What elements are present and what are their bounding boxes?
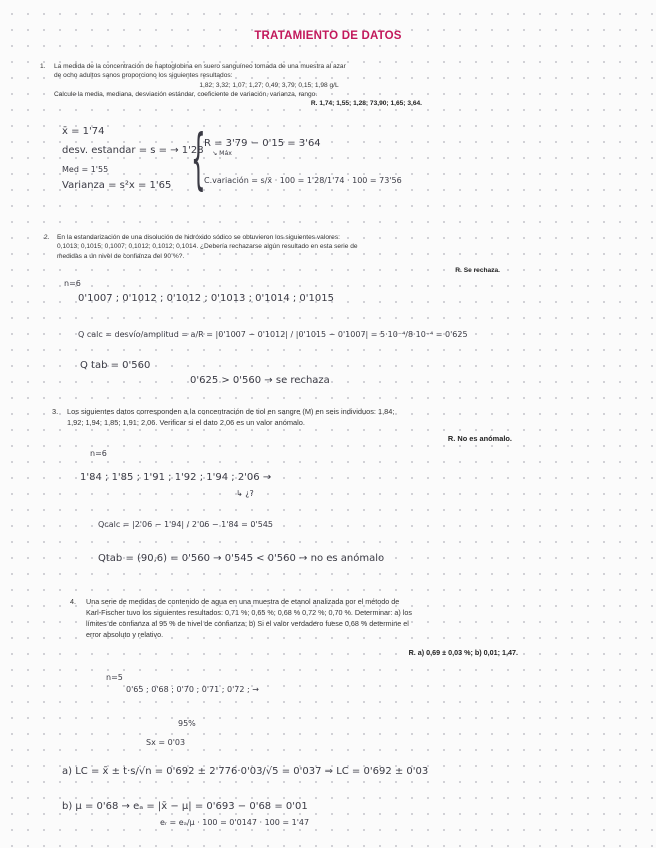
problem-4-line-2: Karl-Fischer tuvo los siguientes resultados: 0,71 %; 0,65 %; 0,68 % 0,72 %; 0,70 %. Determinar: a) los [86, 608, 412, 617]
p1-median: Med = 1'55 [62, 165, 109, 174]
problem-3-line-2: 1,92; 1,94; 1,85; 1,91; 2,06. Verificar si el dato 2,06 es un valor anómalo. [67, 418, 305, 427]
p2-qtab: Q tab = 0'560 [80, 360, 151, 371]
problem-4-line-4: error absoluto y relativo. [86, 630, 164, 639]
p4-part-b1: b) μ = 0'68 → eₐ = |x̄ − μ| = 0'693 − 0'68 = 0'01 [62, 801, 308, 812]
page-title: TRATAMIENTO DE DATOS [254, 30, 402, 42]
problem-3-line-1: Los siguientes datos corresponden a la concentración de tiol en sangre (M) en seis individuos: 1,84; [67, 407, 395, 416]
p3-qtab: Qtab = (90,6) = 0'560 → 0'545 < 0'560 → no es anómalo [98, 553, 385, 564]
problem-1-line-2: de ocho adultos sanos proporciono los siguientes resultados: [54, 72, 233, 79]
problem-1-data: 1,82; 3,32; 1,07; 1,27; 0,49; 3,79; 0,15; 1,98 g/L [199, 82, 339, 89]
p4-sx: Sx = 0'03 [146, 738, 186, 747]
problem-1-line-4: Calcule la media, mediana, desviación estándar, coeficiente de variación, varianza, rango. [54, 91, 318, 98]
p1-mean: x̄ = 1'74 [62, 126, 105, 137]
p1-range: R = 3'79 − 0'15 = 3'64 [204, 138, 321, 149]
p3-qcalc: Qcalc = |2'06 − 1'94| / 2'06 − 1'84 = 0'545 [98, 520, 273, 529]
p2-n: n=6 [64, 279, 81, 288]
problem-2-line-3: medidas a un nivel de confianza del 90 %?. [57, 253, 185, 260]
problem-1-number: 1. [40, 63, 46, 70]
p4-n: n=5 [106, 673, 123, 682]
problem-4-answer: R. a) 0,69 ± 0,03 %; b) 0,01; 1,47. [408, 648, 518, 657]
problem-3-answer: R. No es anómalo. [447, 434, 512, 443]
p4-part-b2: eᵣ = eₐ/μ · 100 = 0'0147 · 100 = 1'47 [160, 818, 310, 827]
p4-part-a: a) LC = x̄ ± t·s/√n = 0'692 ± 2'776·0'03/√5 = 0'037 ⇒ LC = 0'692 ± 0'03 [62, 766, 429, 777]
problem-4-line-1: Una serie de medidas de contenido de agua en una muestra de etanol analizada por el método de [86, 597, 400, 606]
p1-variance: Varianza = s²x = 1'65 [62, 180, 172, 191]
p1-cv: C.variación = s/x̄ · 100 = 1'28/1'74 · 100 = 73'56 [204, 176, 402, 185]
problem-2-line-1: En la estandarización de una disolución de hidróxido sódico se obtuvieron los siguientes valores: [57, 234, 340, 241]
problem-2-number: 2. [44, 234, 50, 241]
problem-2-answer: R. Se rechaza. [455, 267, 500, 274]
p1-range-sub: ↘ Máx [212, 150, 232, 157]
p3-sorted: 1'84 ; 1'85 ; 1'91 ; 1'92 ; 1'94 ; 2'06 → [80, 472, 272, 483]
p3-n: n=6 [90, 449, 107, 458]
p2-sorted: 0'1007 ; 0'1012 ; 0'1012 ; 0'1013 ; 0'1014 ; 0'1015 [78, 293, 334, 304]
p3-question: ↳ ¿? [236, 489, 254, 498]
problem-3-number: 3. [52, 407, 59, 416]
problem-1-line-1: La medida de la concentración de haptoglobina en suero sanguíneo tomada de una muestra al azar [54, 63, 346, 70]
p4-data: 0'65 ; 0'68 ; 0'70 ; 0'71 ; 0'72 ; → [126, 685, 259, 694]
problem-2-line-2: 0,1013; 0,1015; 0,1007; 0,1012; 0,1012; 0,1014. ¿Debería rechazarse algún resultado en esta serie de [57, 243, 358, 250]
p1-std: desv. estandar = s = → 1'28 [62, 145, 204, 156]
p4-conf: 95% [178, 719, 196, 728]
p2-qcalc: Q calc = desvío/amplitud = a/R = |0'1007 − 0'1012| / |0'1015 − 0'1007| = 5·10⁻⁴/8·10⁻⁴ = 0'625 [78, 330, 468, 339]
p2-conclusion: 0'625 > 0'560 → se rechaza [190, 375, 330, 386]
problem-4-line-3: límites de confianza al 95 % de nivel de confianza; b) Si el valor verdadero fuese 0,68 % determine el [86, 619, 409, 628]
problem-4-number: 4. [70, 597, 76, 606]
p1-brace: { [191, 120, 206, 197]
problem-1-answer: R. 1,74; 1,55; 1,28; 73,90; 1,65; 3,64. [310, 100, 422, 107]
